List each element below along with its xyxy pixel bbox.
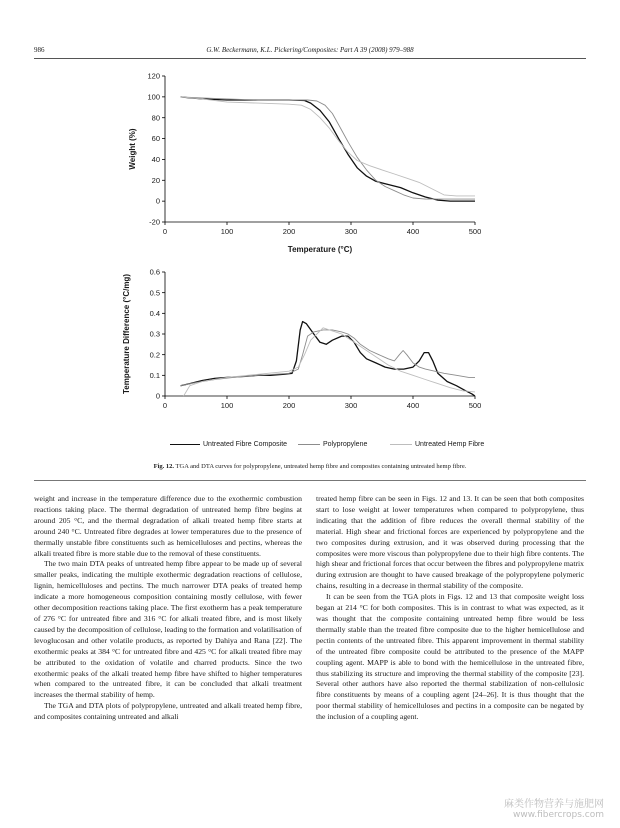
- header-rule: [34, 58, 586, 59]
- tga-y-tick-label: -20: [149, 217, 160, 227]
- running-title: G.W. Beckermann, K.L. Pickering/Composites: Part A 39 (2008) 979–988: [206, 46, 414, 54]
- legend-item-hemp: [390, 441, 484, 448]
- tga-x-axis-label: Temperature (°C): [287, 245, 353, 254]
- tga-series-polypropylene-line: [181, 97, 476, 199]
- figure-caption-label: Fig. 12.: [153, 463, 175, 470]
- legend-swatch-composite: [170, 444, 200, 445]
- tga-y-tick-label: 20: [151, 175, 160, 185]
- legend-label-hemp: Untreated Hemp Fibre: [415, 441, 485, 448]
- dta-y-tick-label: 0.6: [149, 267, 160, 277]
- tga-x-tick-label: 500: [468, 227, 482, 236]
- chart-legend: [170, 441, 500, 453]
- body-column-left: [34, 494, 302, 723]
- dta-chart: [0, 264, 620, 434]
- dta-y-tick-label: 0.5: [149, 288, 160, 298]
- legend-swatch-polypropylene: [298, 444, 320, 445]
- tga-y-axis-label: Weight (%): [128, 128, 137, 170]
- dta-x-tick-label: 400: [406, 401, 420, 410]
- dta-x-tick-label: 500: [468, 401, 482, 410]
- tga-x-tick-label: 0: [162, 227, 168, 236]
- dta-x-tick-label: 100: [220, 401, 234, 410]
- tga-y-tick-label: 40: [151, 155, 160, 165]
- tga-series-composite-line: [181, 97, 476, 201]
- figure-caption-text: TGA and DTA curves for polypropylene, untreated hemp fibre and composites containing untreated hemp fibre.: [175, 463, 467, 470]
- legend-swatch-hemp: [390, 444, 412, 445]
- tga-y-tick-label: 120: [147, 71, 160, 81]
- paragraph: weight and increase in the temperature difference due to the exothermic combustion reactions taking place. The thermal degradation of untreated hemp fibre begins at around 205 °C, and the thermal degradation of alkali treated hemp fibre starts at around 240 °C. Untreated fibre degrades at lower temperatures due to the presence of thermally unstable fibre constituents such as hemicelluloses and pectins, whereas the alkali treated fibre is more stable due to the removal of these constituents.: [34, 494, 302, 558]
- dta-y-tick-label: 0.3: [149, 329, 160, 339]
- running-header: [34, 46, 586, 58]
- tga-series-hemp-line: [181, 97, 476, 196]
- legend-label-polypropylene: Polypropylene: [323, 441, 368, 448]
- body-column-right: [316, 494, 584, 723]
- paragraph: treated hemp fibre can be seen in Figs. 12 and 13. It can be seen that both composites start to lose weight at lower temperatures when compared to polypropylene, thus indicating that the addition of fibre reduces the overall thermal stability of the material. High shear and frictional forces are experienced by polypropylene and the two composites during extrusion, and it was observed during processing that the composites were more viscous than polypropylene due to their high fibre contents. The high shear and frictional forces that occur between the fibres and polypropylene matrix during extrusion are thought to have caused breakage of the polypropylene polymeric chains, resulting in a decrease in thermal stability of the composite.: [316, 494, 584, 591]
- dta-y-tick-label: 0: [155, 391, 160, 401]
- dta-y-tick-label: 0.1: [149, 370, 160, 380]
- dta-y-tick-label: 0.2: [149, 350, 160, 360]
- figure-caption: [0, 463, 620, 470]
- tga-x-tick-label: 100: [220, 227, 234, 236]
- dta-series-hemp-line: [184, 328, 475, 396]
- dta-y-tick-label: 0.4: [149, 308, 160, 318]
- tga-y-tick-label: 60: [151, 134, 160, 144]
- watermark-chinese: 麻类作物营养与施肥网: [504, 799, 604, 810]
- tga-x-tick-label: 400: [406, 227, 420, 236]
- paragraph: The two main DTA peaks of untreated hemp fibre appear to be made up of several smaller peaks, indicating the multiple exothermic degradation reactions of cellulose, lignin, hemicelluloses and pectins. The much narrower DTA peaks of treated hemp indicate a more homogeneous composition containing mostly cellulose, with fewer other decomposition reactions taking place. The first exotherm has a peak temperature of 276 °C for untreated fibre and 316 °C for alkali treated fibre, and is most likely caused by the decomposition of cellulose, leading to the formation and volatilisation of levoglucosan and other volatile products, as reported by Dahiya and Rana [22]. The exothermic peaks at 384 °C for untreated fibre and 425 °C for alkali treated fibre may be attributed to the oxidation of volatile and charred products. Since the two exothermic peaks of the alkali treated hemp fibre have shifted to higher temperatures when compared to the untreated fibre, it can be concluded that alkali treatment increases the thermal stability of hemp.: [34, 559, 302, 700]
- dta-x-tick-label: 200: [282, 401, 296, 410]
- legend-item-polypropylene: [298, 441, 367, 448]
- caption-rule: [34, 480, 586, 481]
- legend-item-composite: [170, 441, 287, 448]
- legend-label-composite: Untreated Fibre Composite: [203, 441, 288, 448]
- dta-y-axis-label: Temperature Difference (°C/mg): [122, 274, 131, 394]
- dta-x-tick-label: 300: [344, 401, 358, 410]
- dta-x-tick-label: 0: [162, 401, 168, 410]
- watermark: [504, 795, 604, 820]
- tga-x-tick-label: 200: [282, 227, 296, 236]
- tga-y-tick-label: 80: [151, 113, 160, 123]
- tga-y-tick-label: 100: [147, 92, 160, 102]
- tga-y-tick-label: 0: [155, 196, 160, 206]
- watermark-url: www.fibercrops.com: [513, 810, 604, 820]
- page-number: 986: [34, 46, 45, 54]
- tga-x-tick-label: 300: [344, 227, 358, 236]
- paragraph: The TGA and DTA plots of polypropylene, untreated and alkali treated hemp fibre, and composites containing untreated and alkali: [34, 701, 302, 722]
- dta-series-composite-line: [181, 322, 476, 396]
- paragraph: It can be seen from the TGA plots in Figs. 12 and 13 that composite weight loss began at 214 °C for both composites. This is in contrast to what was expected, as it was thought that the composite containing untreated hemp fibre would be less thermally stable than the treated fibre composite due to the higher hemicellulose and pectin contents of the untreated fibre. This apparent improvement in thermal stability of the untreated fibre composite could be attributed to the presence of the MAPP coupling agent. MAPP is able to bond with the hemicellulose in the untreated fibre, thus stabilizing its structure and improving the thermal stability of the composite [23]. Several other authors have also reported the thermal stabilization of non-cellulosic fibre constituents by means of a coupling agent [24–26]. It is thus thought that the poor thermal stability of hemicelluloses and pectins in a composite can be negated by the inclusion of a coupling agent.: [316, 592, 584, 722]
